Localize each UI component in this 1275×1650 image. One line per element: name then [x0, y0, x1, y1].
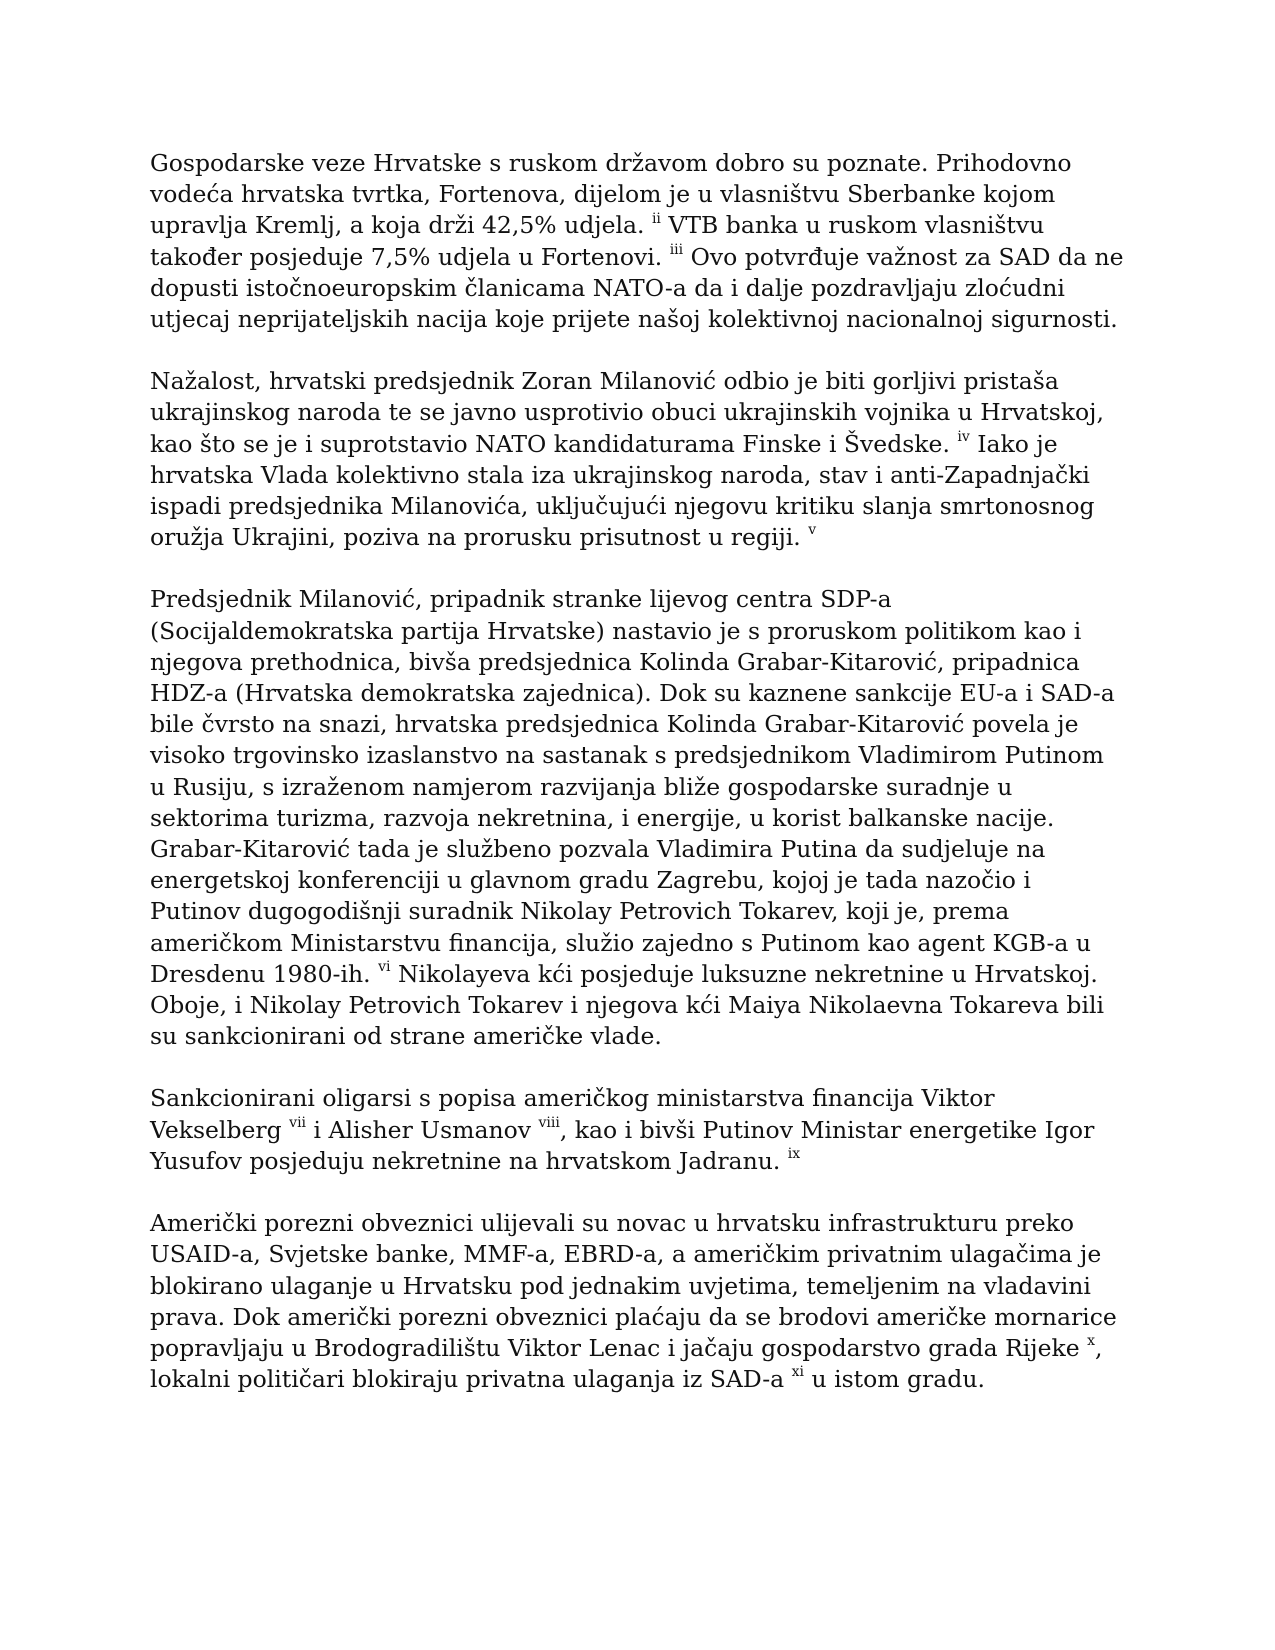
- footnote-ref-x[interactable]: x: [1087, 1333, 1096, 1350]
- paragraph-text: , kao i bivši Putinov Ministar energetike Igor Yusufov posjeduju nekretnine na hrvatskom Jadranu.: [150, 1115, 1095, 1175]
- paragraph-text: , lokalni političari blokiraju privatna ulaganja iz SAD-a: [150, 1333, 1103, 1394]
- footnote-ref-iv[interactable]: iv: [957, 428, 970, 445]
- footnote-ref-v[interactable]: v: [808, 522, 817, 539]
- paragraph-5: [150, 1208, 1125, 1395]
- footnote-ref-vii[interactable]: vii: [289, 1114, 307, 1131]
- paragraph-3: [150, 584, 1125, 1052]
- paragraph-text: Ovo potvrđuje važnost za SAD da ne dopusti istočnoeuropskim članicama NATO-a da i dalje pozdravljaju zloćudni utjecaj neprijateljskih nacija koje prijete našoj kolektivnoj nacionalnoj sigurnosti.: [150, 242, 1124, 334]
- footnote-ref-ix[interactable]: ix: [787, 1146, 801, 1163]
- footnote-ref-xi[interactable]: xi: [791, 1364, 804, 1381]
- footnote-ref-ii[interactable]: ii: [651, 210, 661, 227]
- footnote-ref-iii[interactable]: iii: [669, 241, 684, 258]
- footnote-ref-vi[interactable]: vi: [378, 959, 391, 976]
- paragraph-1: [150, 148, 1125, 335]
- paragraph-text: Nikolayeva kći posjeduje luksuzne nekretnine u Hrvatskoj. Oboje, i Nikolay Petrovich Tokarev i njegova kći Maiya Nikolaevna Tokareva bili su sankcionirani od strane američke vlade.: [150, 959, 1105, 1051]
- paragraph-text: Američki porezni obveznici ulijevali su novac u hrvatsku infrastrukturu preko USAID-a, Svjetske banke, MMF-a, EBRD-a, a američkim privatnim ulagačima je blokirano ulaganje u Hrvatsku pod jednakim uvjetima, temeljenim na vladavini prava. Dok američki porezni obveznici plaćaju da se brodovi američke mornarice popravljaju u Brodogradilištu Viktor Lenac i jačaju gospodarstvo grada Rijeke: [150, 1209, 1117, 1362]
- footnote-ref-viii[interactable]: viii: [538, 1114, 560, 1131]
- paragraph-text: Iako je hrvatska Vlada kolektivno stala iza ukrajinskog naroda, stav i anti-Zapadnjački ispadi predsjednika Milanovića, uključujući njegovu kritiku slanja smrtonosnog oružja Ukrajini, poziva na prorusku prisutnost u regiji.: [150, 429, 1095, 552]
- paragraph-text: VTB banka u ruskom vlasništvu također posjeduje 7,5% udjela u Fortenovi.: [150, 211, 1045, 271]
- paragraph-text: Nažalost, hrvatski predsjednik Zoran Milanović odbio je biti gorljivi pristaša ukrajinskog naroda te se javno usprotivio obuci ukrajinskih vojnika u Hrvatskoj, kao što se je i suprotstavio NATO kandidaturama Finske i Švedske.: [150, 367, 1104, 458]
- paragraph-4: [150, 1083, 1125, 1177]
- paragraph-text: Predsjednik Milanović, pripadnik stranke lijevog centra SDP-a (Socijaldemokratska partija Hrvatske) nastavio je s proruskom politikom kao i njegova prethodnica, bivša predsjednica Kolinda Grabar-Kitarović, pripadnica HDZ-a (Hrvatska demokratska zajednica). Dok su kaznene sankcije EU-a i SAD-a bile čvrsto na snazi, hrvatska predsjednica Kolinda Grabar-Kitarović povela je visoko trgovinsko izaslanstvo na sastanak s predsjednikom Vladimirom Putinom u Rusiju, s izraženom namjerom razvijanja bliže gospodarske suradnje u sektorima turizma, razvoja nekretnina, i energije, u korist balkanske nacije. Grabar-Kitarović tada je službeno pozvala Vladimira Putina da sudjeluje na energetskoj konferenciji u glavnom gradu Zagrebu, kojoj je tada nazočio i Putinov dugogodišnji suradnik Nikolay Petrovich Tokarev, koji je, prema američkom Ministarstvu financija, služio zajedno s Putinom kao agent KGB-a u Dresdenu 1980-ih.: [150, 585, 1115, 988]
- paragraph-text: Gospodarske veze Hrvatske s ruskom državom dobro su poznate. Prihodovno vodeća hrvatska tvrtka, Fortenova, dijelom je u vlasništvu Sberbanke kojom upravlja Kremlj, a koja drži 42,5% udjela.: [150, 149, 1072, 240]
- paragraph-text: i Alisher Usmanov: [306, 1115, 539, 1144]
- document-page: [150, 148, 1125, 1426]
- paragraph-2: [150, 366, 1125, 553]
- paragraph-text: Sankcionirani oligarsi s popisa američkog ministarstva financija Viktor Vekselberg: [150, 1084, 995, 1144]
- paragraph-text: u istom gradu.: [804, 1365, 985, 1394]
